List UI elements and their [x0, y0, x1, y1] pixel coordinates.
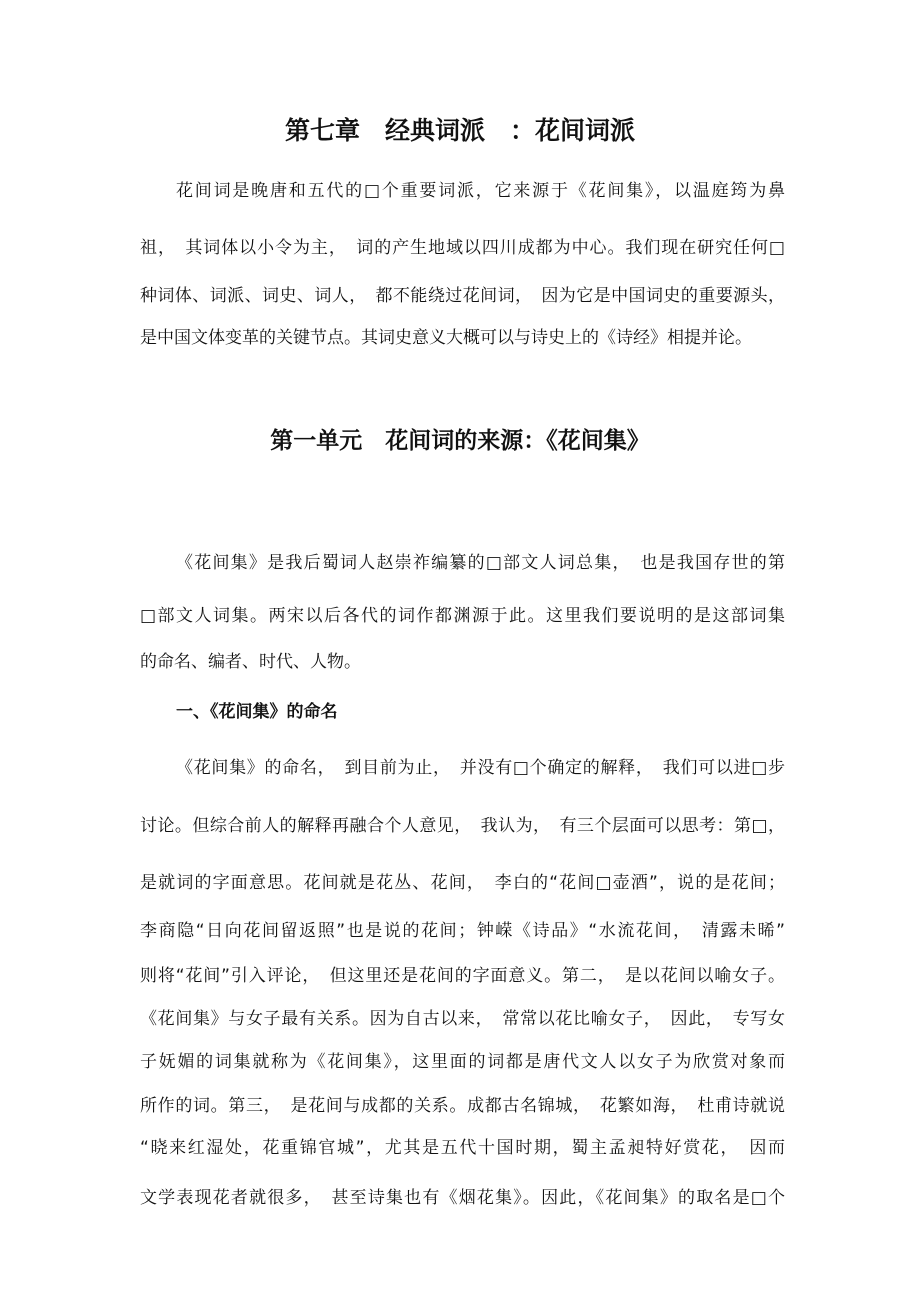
section-line-7: 子妩媚的词集就称为《花间集》，这里面的词都是唐代文人以女子为欣赏对象而 — [140, 1052, 785, 1072]
section-line-8: 所作的词。第三， 是花间与成都的关系。成都古名锦城， 花繁如海， 杜甫诗就说 — [140, 1096, 785, 1116]
section-line-10: 文学表现花者就很多， 甚至诗集也有《烟花集》。因此，《花间集》的取名是□个 — [140, 1188, 785, 1208]
section-line-1: 《花间集》的命名， 到目前为止， 并没有□个确定的解释， 我们可以进□步 — [176, 758, 785, 778]
unit-intro-line-2: □部文人词集。两宋以后各代的词作都渊源于此。这里我们要说明的是这部词集 — [140, 606, 785, 626]
intro-line-2: 祖， 其词体以小令为主， 词的产生地域以四川成都为中心。我们现在研究任何□ — [140, 238, 785, 258]
unit-intro-line-3: 的命名、编者、时代、人物。 — [140, 652, 361, 672]
section-line-6: 《花间集》与女子最有关系。因为自古以来， 常常以花比喻女子， 因此， 专写女 — [140, 1009, 785, 1029]
unit-title: 第一单元 花间词的来源：《花间集》 — [270, 428, 650, 454]
section-line-9: “晓来红湿处，花重锦官城”，尤其是五代十国时期，蜀主孟昶特好赏花， 因而 — [140, 1138, 785, 1158]
unit-intro-line-1: 《花间集》是我后蜀词人赵崇祚编纂的□部文人词总集， 也是我国存世的第 — [176, 553, 785, 573]
section-heading: 一、《花间集》的命名 — [176, 702, 338, 722]
section-line-2: 讨论。但综合前人的解释再融合个人意见， 我认为， 有三个层面可以思考：第□， — [140, 816, 785, 836]
intro-line-1: 花间词是晚唐和五代的□个重要词派，它来源于《花间集》，以温庭筠为鼻 — [176, 181, 785, 201]
chapter-title: 第七章 经典词派 ：花间词派 — [284, 116, 635, 145]
section-line-4: 李商隐“日向花间留返照”也是说的花间；钟嵘《诗品》“水流花间， 清露未晞” — [140, 921, 785, 941]
intro-line-3: 种词体、词派、词史、词人， 都不能绕过花间词， 因为它是中国词史的重要源头， — [140, 286, 785, 306]
intro-line-4: 是中国文体变革的关键节点。其词史意义大概可以与诗史上的《诗经》相提并论。 — [140, 328, 752, 348]
section-line-3: 是就词的字面意思。花间就是花丛、花间， 李白的“花间□壶酒”，说的是花间； — [140, 873, 785, 893]
section-line-5: 则将“花间”引入评论， 但这里还是花间的字面意义。第二， 是以花间以喻女子。 — [140, 966, 785, 986]
